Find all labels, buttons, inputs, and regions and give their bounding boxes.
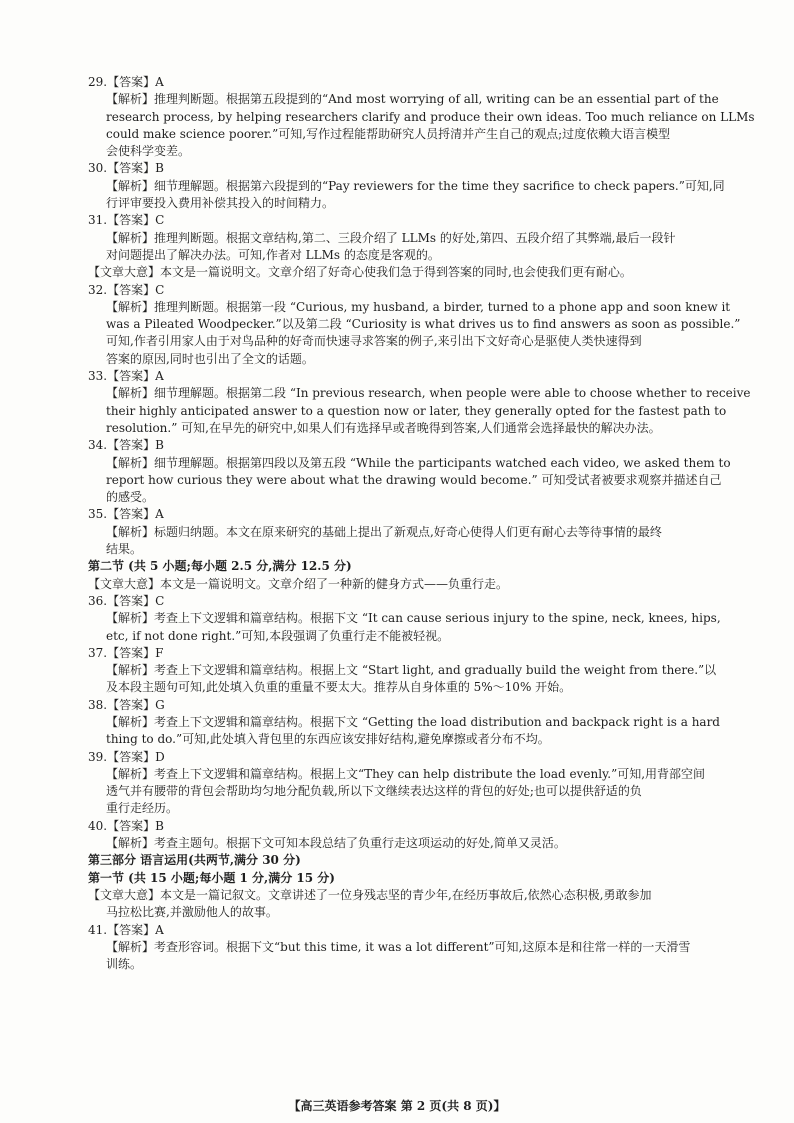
answer-line: 30.【答案】B (88, 161, 164, 176)
analysis-line: report how curious they were about what the drawing would become.” 可知受试者被要求观察并描述自己 (106, 472, 722, 487)
analysis-line: 透气并有腰带的背包会帮助均匀地分配负载,所以下文继续表达这样的背包的好处;也可以提供舒适的负 (106, 784, 642, 799)
analysis-line: 训练。 (106, 957, 143, 972)
analysis-line: 【解析】考查上下文逻辑和篇章结构。根据下文 “It can cause serious injury to the spine, neck, knees, hips, (106, 611, 721, 626)
analysis-line: 【解析】推理判断题。根据第一段 “Curious, my husband, a birder, turned to a phone app and soon knew it (106, 299, 731, 314)
analysis-line: 及本段主题句可知,此处填入负重的重量不要太大。推荐从自身体重的 5%～10% 开始。 (106, 680, 572, 695)
analysis-line: 行评审要投入费用补偿其投入的时间精力。 (106, 196, 335, 211)
analysis-line: 【解析】细节理解题。根据第二段 “In previous research, when people were able to choose whether to receive (106, 386, 751, 401)
analysis-line: thing to do.”可知,此处填入背包里的东西应该安排好结构,避免摩擦或者分布不均。 (106, 732, 550, 747)
analysis-line: 【解析】考查主题句。根据下文可知本段总结了负重行走这项运动的好处,简单又灵活。 (106, 836, 566, 851)
analysis-line: 【解析】细节理解题。根据第四段以及第五段 “While the participants watched each video, we asked them to (106, 455, 731, 470)
analysis-line: 【解析】细节理解题。根据第六段提到的“Pay reviewers for the time they sacrifice to check papers.”可知,同 (106, 178, 725, 193)
answer-line: 40.【答案】B (88, 818, 164, 833)
answer-content (88, 74, 755, 973)
analysis-line: 的感受。 (106, 490, 155, 505)
answer-line: 41.【答案】A (88, 922, 164, 937)
analysis-line: 对问题提出了解决办法。可知,作者对 LLMs 的态度是客观的。 (106, 247, 440, 262)
analysis-line: 【解析】考查上下文逻辑和篇章结构。根据上文 “Start light, and gradually build the weight from there.”以 (106, 663, 717, 678)
analysis-line: 可知,作者引用家人由于对鸟品种的好奇而快速寻求答案的例子,来引出下文好奇心是驱使人类快速得到 (106, 334, 642, 349)
article-summary: 【文章大意】本文是一篇说明文。文章介绍了好奇心使我们急于得到答案的同时,也会使我们更有耐心。 (88, 265, 632, 280)
answer-line: 38.【答案】G (88, 697, 165, 712)
analysis-line: 【解析】推理判断题。根据文章结构,第二、三段介绍了 LLMs 的好处,第四、五段介绍了其弊端,最后一段针 (106, 230, 676, 245)
analysis-line: 会使科学变差。 (106, 144, 191, 159)
answer-line: 39.【答案】D (88, 749, 165, 764)
answer-line: 29.【答案】A (88, 75, 164, 89)
section-heading: 第一节 (共 15 小题;每小题 1 分,满分 15 分) (88, 870, 335, 885)
answer-line: 35.【答案】A (88, 507, 164, 522)
analysis-line: their highly anticipated answer to a question now or later, they generally opted for the fastest path to (106, 403, 727, 418)
analysis-line: 【解析】考查形容词。根据下文“but this time, it was a lot different”可知,这原本是和往常一样的一天滑雪 (106, 939, 691, 954)
section-heading: 第二节 (共 5 小题;每小题 2.5 分,满分 12.5 分) (88, 559, 352, 574)
article-summary: 【文章大意】本文是一篇记叙文。文章讲述了一位身残志坚的青少年,在经历事故后,依然心态积极,勇敢参加 (88, 887, 652, 902)
analysis-line: research process, by helping researchers clarify and produce their own ideas. Too much reliance on LLMs (106, 109, 755, 124)
answer-line: 31.【答案】C (88, 213, 165, 228)
analysis-line: etc, if not done right.”可知,本段强调了负重行走不能被轻视。 (106, 628, 450, 643)
answer-line: 33.【答案】A (88, 369, 164, 384)
analysis-line: 【解析】标题归纳题。本文在原来研究的基础上提出了新观点,好奇心使得人们更有耐心去等待事情的最终 (106, 524, 662, 539)
analysis-line: 【解析】考查上下文逻辑和篇章结构。根据下文 “Getting the load distribution and backpack right is a hard (106, 714, 720, 729)
answer-line: 37.【答案】F (88, 645, 164, 660)
analysis-line: resolution.” 可知,在早先的研究中,如果人们有选择早或者晚得到答案,人们通常会选择最快的解决办法。 (106, 420, 661, 435)
analysis-line: 【解析】推理判断题。根据第五段提到的“And most worrying of all, writing can be an essential part of the (106, 92, 719, 107)
article-summary: 【文章大意】本文是一篇说明文。文章介绍了一种新的健身方式——负重行走。 (88, 576, 509, 591)
answer-line: 34.【答案】B (88, 438, 164, 453)
analysis-line: was a Pileated Woodpecker.”以及第二段 “Curiosity is what drives us to find answers as soon as possible.” (106, 317, 741, 332)
analysis-line: 【解析】考查上下文逻辑和篇章结构。根据上文“They can help distribute the load evenly.”可知,用背部空间 (106, 766, 706, 781)
analysis-line: could make science poorer.”可知,写作过程能帮助研究人员捋清并产生自己的观点;过度依赖大语言模型 (106, 126, 671, 141)
analysis-line: 结果。 (106, 542, 143, 557)
analysis-line: 答案的原因,同时也引出了全文的话题。 (106, 351, 314, 366)
answer-line: 32.【答案】C (88, 282, 165, 297)
section-heading: 第三部分 语言运用(共两节,满分 30 分) (88, 853, 301, 868)
analysis-line: 重行走经历。 (106, 801, 179, 816)
article-summary: 马拉松比赛,并激励他人的故事。 (106, 905, 278, 920)
answer-line: 36.【答案】C (88, 593, 165, 608)
page-footer: 【高三英语参考答案 第 2 页(共 8 页)】 (288, 1099, 506, 1113)
